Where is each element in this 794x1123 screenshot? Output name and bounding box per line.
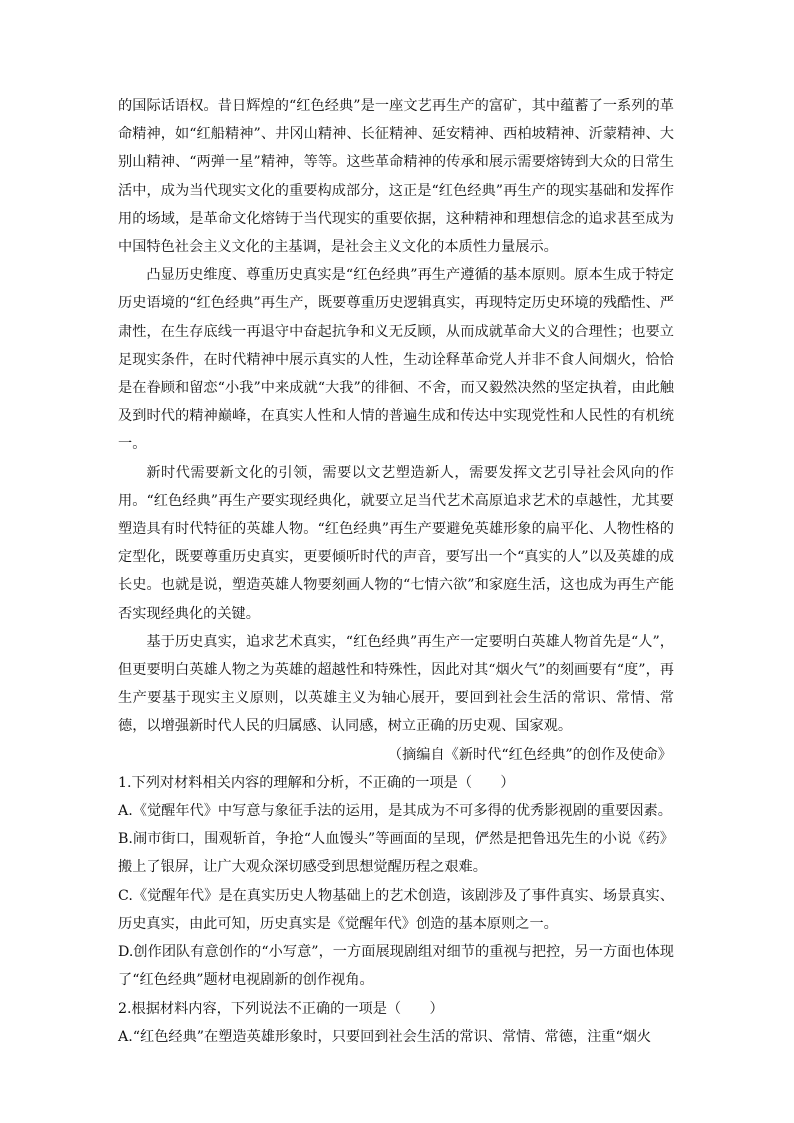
article-paragraph-3: 新时代需要新文化的引领，需要以文艺塑造新人，需要发挥文艺引导社会风向的作用。“红色经典”再生产要实现经典化，就要立足当代艺术高原追求艺术的卓越性，尤其要塑造具有时代特征的英雄人物。“红色经典”再生产要避免英雄形象的扁平化、人物性格的定型化，既要尊重历史真实，更要倾听时代的声音，要写出一个“真实的人”以及英雄的成长史。也就是说，塑造英雄人物要刻画人物的“七情六欲”和家庭生活，这也成为再生产能否实现经典化的关键。: [118, 464, 674, 622]
question-1-option-d: D.创作团队有意创作的“小写意”，一方面展现剧组对细节的重视与把控，另一方面也体现了“红色经典”题材电视剧新的创作视角。: [118, 944, 674, 989]
document-page: [118, 92, 674, 1051]
article-paragraph-2: 凸显历史维度、尊重历史真实是“红色经典”再生产遵循的基本原则。原本生成于特定历史语境的“红色经典”再生产，既要尊重历史逻辑真实，再现特定历史环境的残酷性、严肃性，在生存底线一再退守中奋起抗争和义无反顾，从而成就革命大义的合理性；也要立足现实条件，在时代精神中展示真实的人性，生动诠释革命党人并非不食人间烟火，恰恰是在眷顾和留恋“小我”中来成就“大我”的徘徊、不舍，而又毅然决然的坚定执着，由此触及到时代的精神巅峰，在真实人性和人情的普遍生成和传达中实现党性和人民性的有机统一。: [118, 267, 674, 453]
question-2-stem: 2.根据材料内容，下列说法不正确的一项是（ ）: [118, 1000, 444, 1017]
article-paragraph-4: 基于历史真实，追求艺术真实，“红色经典”再生产一定要明白英雄人物首先是“人”，但更要明白英雄人物之为英雄的超越性和特殊性，因此对其“烟火气”的刻画要有“度”，再生产要基于现实主义原则，以英雄主义为轴心展开，要回到社会生活的常识、常情、常德，以增强新时代人民的归属感、认同感，树立正确的历史观、国家观。: [118, 633, 674, 735]
question-1-stem: 1.下列对材料相关内容的理解和分析，不正确的一项是（ ）: [118, 774, 515, 791]
article-paragraph-1: 的国际话语权。昔日辉煌的“红色经典”是一座文艺再生产的富矿，其中蕴蓄了一系列的革命精神，如“红船精神”、井冈山精神、长征精神、延安精神、西柏坡精神、沂蒙精神、大别山精神、“两弹一星”精神，等等。这些革命精神的传承和展示需要熔铸到大众的日常生活中，成为当代现实文化的重要构成部分，这正是“红色经典”再生产的现实基础和发挥作用的场域，是革命文化熔铸于当代现实的重要依据，这种精神和理想信念的追求甚至成为中国特色社会主义文化的主基调，是社会主义文化的本质性力量展示。: [118, 98, 674, 256]
question-2-option-a: A.“红色经典”在塑造英雄形象时，只要回到社会生活的常识、常情、常德，注重“烟火: [118, 1028, 652, 1045]
question-1-option-a: A.《觉醒年代》中写意与象征手法的运用，是其成为不可多得的优秀影视剧的重要因素。: [118, 803, 672, 820]
article-source: （摘编自《新时代“红色经典”的创作及使命》: [387, 746, 672, 763]
question-1-option-b: B.闹市街口，围观斩首，争抢“人血馒头”等画面的呈现，俨然是把鲁迅先生的小说《药》搬上了银屏，让广大观众深切感受到思想觉醒历程之艰难。: [118, 831, 674, 876]
question-1-option-c: C.《觉醒年代》是在真实历史人物基础上的艺术创造，该剧涉及了事件真实、场景真实、历史真实，由此可知，历史真实是《觉醒年代》创造的基本原则之一。: [118, 887, 674, 932]
